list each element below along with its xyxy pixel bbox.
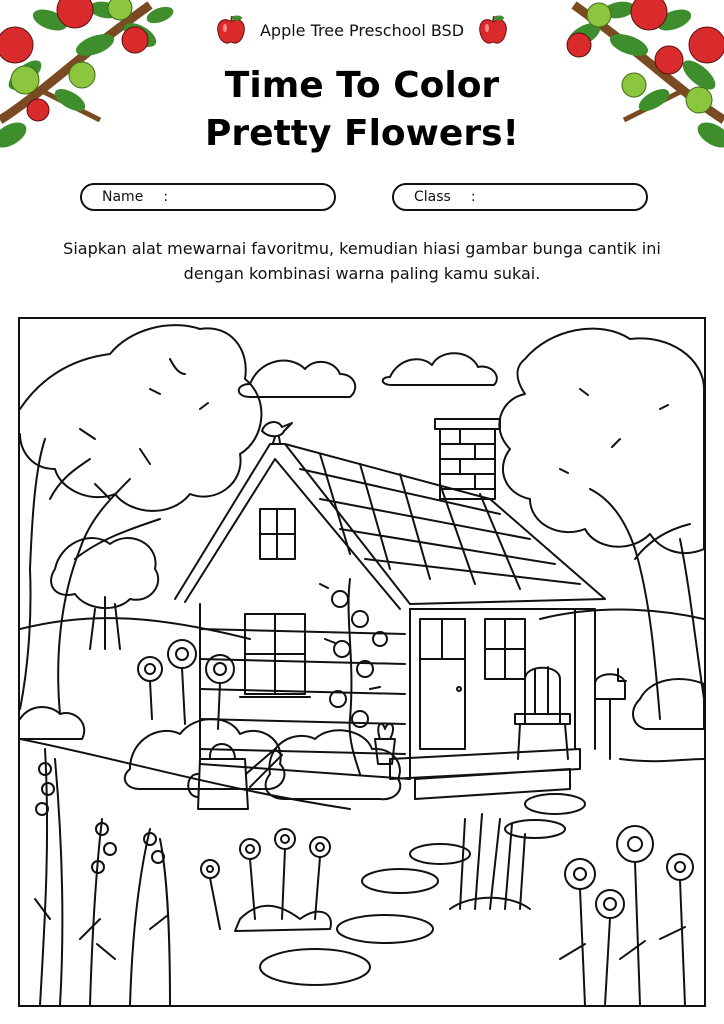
school-line <box>216 14 508 46</box>
name-label: Name <box>102 189 144 205</box>
mailbox <box>595 669 626 759</box>
bush-far-left <box>20 707 84 739</box>
header <box>0 14 724 50</box>
bush-right <box>633 679 704 729</box>
class-separator: : <box>470 189 476 205</box>
cottage-coloring-illustration <box>20 319 704 1005</box>
daisies-middle <box>201 829 331 931</box>
page-title <box>0 62 724 158</box>
porch-chair <box>515 667 570 759</box>
class-field[interactable] <box>392 183 648 211</box>
rose-vine <box>320 579 387 774</box>
apple-icon <box>478 14 508 46</box>
cottage <box>175 419 605 799</box>
stepping-stones <box>260 794 585 985</box>
flower-pot <box>375 724 395 764</box>
sunflowers <box>138 640 234 729</box>
cloud-right <box>383 353 497 385</box>
daisies-right <box>560 826 693 1005</box>
right-tree <box>499 329 704 719</box>
coloring-frame <box>18 317 706 1007</box>
apple-icon <box>216 14 246 46</box>
bush-left <box>125 719 285 789</box>
name-field[interactable] <box>80 183 336 211</box>
title-line-2: Pretty Flowers! <box>205 113 519 154</box>
name-separator: : <box>163 189 169 205</box>
foreground-flowers-left <box>35 749 170 1005</box>
lavender-right <box>450 814 530 909</box>
instructions-text: Siapkan alat mewarnai favoritmu, kemudian hiasi gambar bunga cantik ini dengan kombinasi warna paling kamu sukai. <box>63 239 661 283</box>
bird <box>262 422 292 443</box>
school-name: Apple Tree Preschool BSD <box>259 20 465 40</box>
class-label: Class <box>414 189 451 205</box>
title-line-1: Time To Color <box>224 65 500 106</box>
